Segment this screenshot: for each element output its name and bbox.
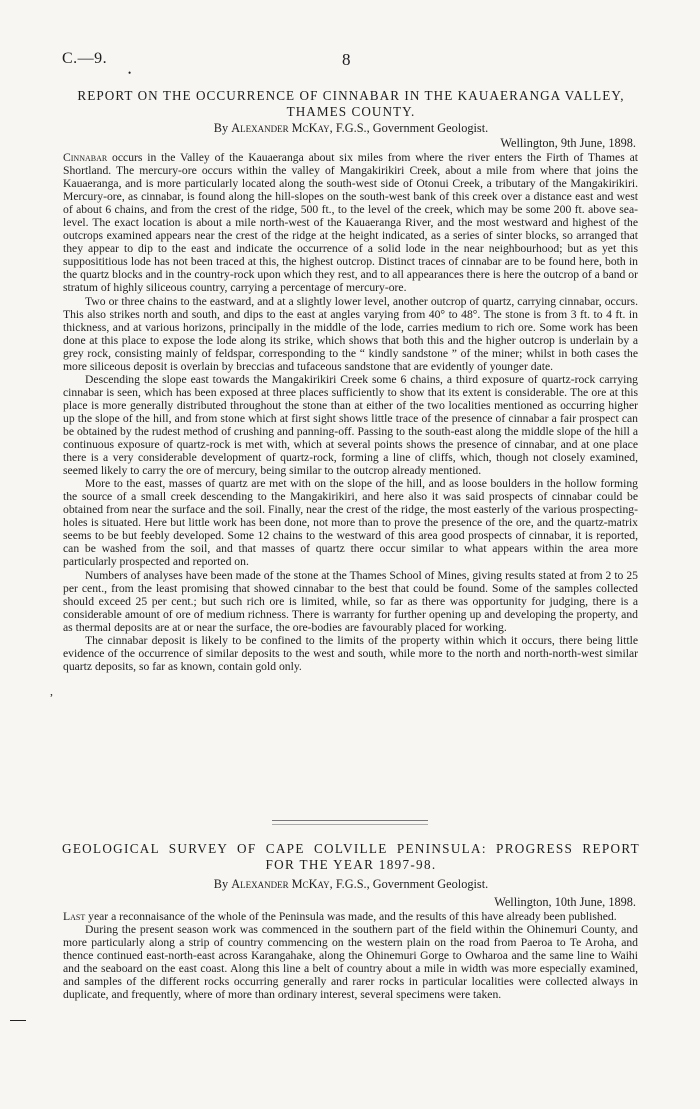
paragraph: Cinnabar occurs in the Valley of the Kauaeranga about six miles from where the river enters the Firth of Thames at Shortland. The mercury-ore occurs within the valley of Mangakirikiri Creek, about a mile from where that joins the Kauaeranga, and is more particularly located along the south-west side of Otonui Creek, a tributary of the Mangakirikiri. Mercury-ore, as cinnabar, is found along the hill-slopes on the south-west bank of this creek over a distance east and west of about 6 chains, and from the crest of the ridge, 500 ft., to the level of the creek, which may be some 200 ft. above sea-level. The exact location is about a mile north-west of the Kauaeranga River, and the most westward and highest of the outcrops examined appears near the crest of the ridge at the height indicated, as a series of sinter blocks, so arranged that they appear to dip to the east and indicate the occurrence of a solid lode in the near neighbourhood; but as yet this supposititious lode has not been traced at this, the highest outcrop. Distinct traces of cinnabar are to be found here, both in the quartz blocks and in the country-rock upon which they rest, and to all appearances there is here the outcrop of a band or stratum of highly siliceous country, carrying a percentage of mercury-ore. [63, 151, 638, 295]
paragraph: The cinnabar deposit is likely to be confined to the limits of the property within which it occurs, there being little evidence of the occurrence of similar deposits to the west and south, while more to the north and north-north-west similar quartz deposits, so far as known, contain gold only. [63, 633, 638, 673]
page-number: 8 [342, 50, 351, 69]
report-body [63, 151, 638, 673]
paragraph: Descending the slope east towards the Mangakirikiri Creek some 6 chains, a third exposure of quartz-rock carrying cinnabar is seen, which has been exposed at three places sufficiently to show that its extent is considerable. The ore at this place is more generally distributed throughout the stone than at either of the two localities mentioned as occurring higher up the slope of the hill, and from stone which at first sight shows little trace of the presence of cinnabar a fair prospect can be obtained by the rudest method of crushing and panning-off. Passing to the south-east along the middle slope of the hill a continuous exposure of quartz-rock is met with, which at several points shows the presence of cinnabar, and at one place there is a very considerable development of quartz-rock, forming a line of cliffs, which, though not closely examined, seemed likely to carry the ore of mercury, being similar to the outcrop already mentioned. [63, 372, 638, 478]
bullet-mark: • [128, 68, 132, 78]
margin-mark [10, 1020, 26, 1021]
paragraph: Last year a reconnaisance of the whole of the Peninsula was made, and the results of this have already been published. [63, 910, 617, 923]
report-title-cape-colville: GEOLOGICAL SURVEY OF CAPE COLVILLE PENINSULA: PROGRESS REPORT FOR THE YEAR 1897-98. [62, 841, 640, 872]
byline-prefix: By [213, 877, 229, 891]
author-name: Alexander McKay [231, 877, 330, 891]
paragraph: More to the east, masses of quartz are met with on the slope of the hill, and as loose boulders in the hollow forming the source of a small creek descending to the Mangakirikiri, and here also it was said prospects of cinnabar could be obtained from near the surface and the soil. Finally, near the crest of the ridge, the most easterly of the various prospecting-holes is situated. Here but little work has been done, not more than to prove the presence of the ore, and the quartz-matrix seems to be but feebly developed. Some 12 chains to the westward of this area good prospects of cinnabar, it is reported, can be washed from the soil, and that masses of quartz there occur similar to what appears within the area more particularly prospected and reported on. [63, 477, 638, 569]
margin-mark: , [50, 684, 53, 698]
report-byline [62, 121, 640, 136]
report-title-cinnabar: REPORT ON THE OCCURRENCE OF CINNABAR IN THE KAUAERANGA VALLEY, THAMES COUNTY. [77, 88, 625, 119]
document-reference: C.—9. [62, 50, 108, 67]
report-date: Wellington, 9th June, 1898. [500, 136, 636, 150]
section-divider [272, 820, 428, 825]
paragraph: Numbers of analyses have been made of the stone at the Thames School of Mines, giving results stated at from 2 to 25 per cent., from the least promising that showed cinnabar to the best that could be found. Some of the samples collected should exceed 25 per cent.; but such rich ore is limited, while, so far as there was opportunity for judging, there is a considerable amount of ore of medium richness. There is warranty for further opening up and developing the property, and as thermal deposits are at or near the surface, the ore-bodies are favourably placed for working. [63, 568, 638, 634]
lead-word: Cinnabar [63, 151, 108, 164]
report-date: Wellington, 10th June, 1898. [494, 895, 636, 909]
byline-prefix: By [213, 121, 229, 135]
lead-word: Last [63, 910, 86, 923]
author-title: , F.G.S., Government Geologist. [329, 121, 489, 135]
report-byline [62, 877, 640, 892]
paragraph: Two or three chains to the eastward, and at a slightly lower level, another outcrop of quartz, carrying cinnabar, occurs. This also strikes north and south, and dips to the east at angles varying from 40° to 48°. The stone is from 3 ft. to 4 ft. in thickness, and at various horizons, principally in the middle of the lode, carries medium to rich ore. Some work has been done at this place to expose the lode along its strike, which shows that both this and the higher outcrop is underlain by a grey rock, consisting mainly of feldspar, corresponding to the “ kindly sandstone ” of the miner; whilst in both cases the more siliceous deposit is overlain by breccias and tufaceous sandstone that are evidently of younger date. [63, 294, 638, 373]
author-name: Alexander McKay [231, 121, 330, 135]
report-body [63, 910, 638, 1001]
paragraph: During the present season work was commenced in the southern part of the field within the Ohinemuri County, and more particularly along a strip of country commencing on the western plain on the road from Paeroa to Te Aroha, and thence continued east-north-east across Karangahake, along the Ohinemuri Gorge to Owharoa and the same line to Waihi and the seaboard on the east coast. Along this line a belt of country about a mile in width was more especially examined, and samples of the different rocks occurring generally and rarer rocks in particular localities were collected always in duplicate, and frequently, where of more than ordinary interest, several specimens were taken. [63, 923, 638, 1002]
author-title: , F.G.S., Government Geologist. [329, 877, 489, 891]
